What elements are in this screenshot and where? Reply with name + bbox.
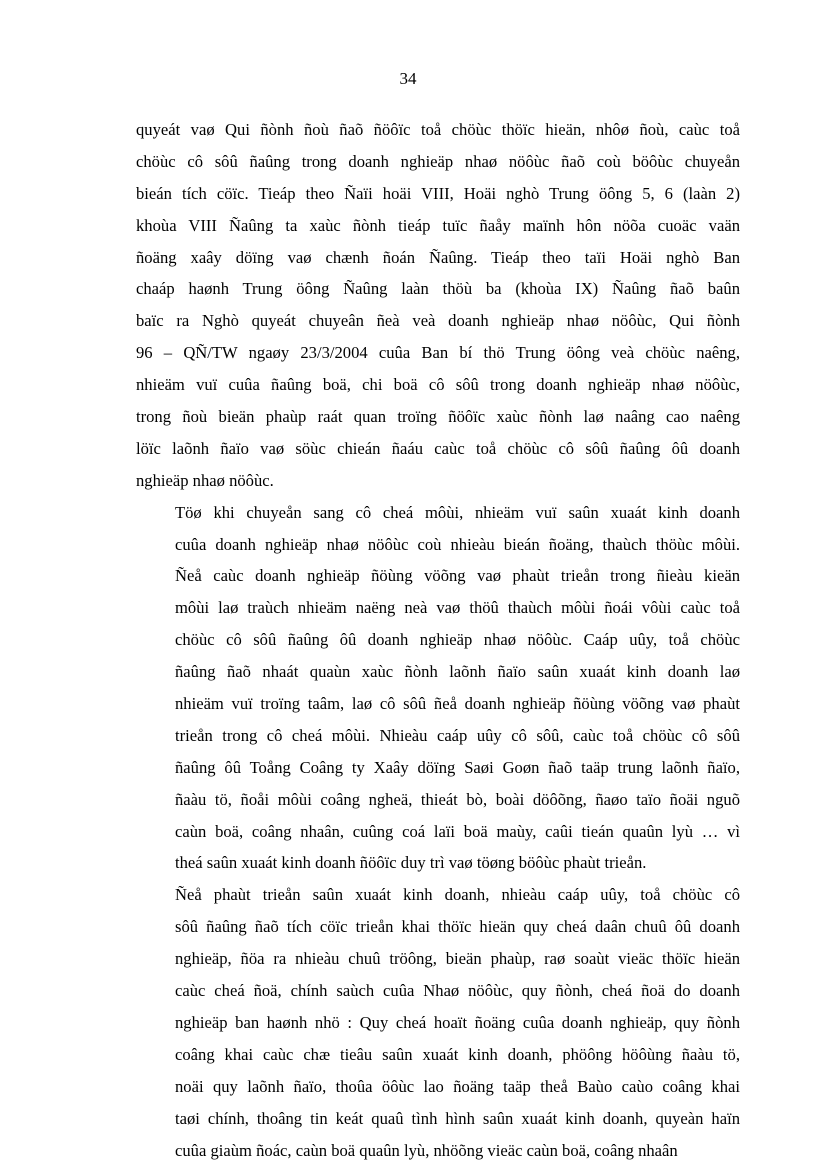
- text-line: ñoäng xaây döïng vaø chænh ñoán Ñaûng. Tieáp theo taïi Hoäi nghò Ban: [136, 242, 740, 274]
- text-line: ñaàu tö, ñoåi môùi coâng ngheä, thieát bò, boài döôõng, ñaøo taïo ñoäi nguõ: [136, 784, 740, 816]
- paragraph: [136, 114, 740, 497]
- text-line: baïc ra Nghò quyeát chuyeân ñeà veà doanh nghieäp nhaø nöôùc, Qui ñònh: [136, 305, 740, 337]
- text-line: caùc cheá ñoä, chính saùch cuûa Nhaø nöôùc, quy ñònh, cheá ñoä do doanh: [136, 975, 740, 1007]
- text-line: quyeát vaø Qui ñònh ñoù ñaõ ñöôïc toå chöùc thöïc hieän, nhôø ñoù, caùc toå: [136, 114, 740, 146]
- text-line: bieán tích cöïc. Tieáp theo Ñaïi hoäi VIII, Hoäi nghò Trung öông 5, 6 (laàn 2): [136, 178, 740, 210]
- text-line: ñaûng ñaõ nhaát quaùn xaùc ñònh laõnh ñaïo saûn xuaát kinh doanh laø: [136, 656, 740, 688]
- paragraph: [136, 879, 740, 1166]
- text-line: Ñeå phaùt trieån saûn xuaát kinh doanh, nhieàu caáp uûy, toå chöùc cô: [136, 879, 740, 911]
- text-line: theá saûn xuaát kinh doanh ñöôïc duy trì vaø töøng böôùc phaùt trieån.: [136, 847, 740, 879]
- text-line: Ñeå caùc doanh nghieäp ñöùng vöõng vaø phaùt trieån trong ñieàu kieän: [136, 560, 740, 592]
- text-line: caùn boä, coâng nhaân, cuûng coá laïi boä maùy, caûi tieán quaûn lyù … vì: [136, 816, 740, 848]
- text-line: noäi quy laõnh ñaïo, thoûa öôùc lao ñoäng taäp theå Baùo caùo coâng khai: [136, 1071, 740, 1103]
- text-line: môùi laø traùch nhieäm naëng neà vaø thöû thaùch môùi ñoái vôùi caùc toå: [136, 592, 740, 624]
- text-line: chaáp haønh Trung öông Ñaûng laàn thöù ba (khoùa IX) Ñaûng ñaõ baûn: [136, 273, 740, 305]
- text-line: ñaûng ôû Toång Coâng ty Xaây döïng Saøi Goøn ñaõ taäp trung laõnh ñaïo,: [136, 752, 740, 784]
- text-line: 96 – QÑ/TW ngaøy 23/3/2004 cuûa Ban bí thö Trung öông veà chöùc naêng,: [136, 337, 740, 369]
- text-line: nhieäm vuï cuûa ñaûng boä, chi boä cô sôû trong doanh nghieäp nhaø nöôùc,: [136, 369, 740, 401]
- text-line: trieån trong cô cheá môùi. Nhieàu caáp uûy cô sôû, caùc toå chöùc cô sôû: [136, 720, 740, 752]
- paragraph: [136, 497, 740, 880]
- text-line: nghieäp nhaø nöôùc.: [136, 465, 740, 497]
- body-text: [136, 114, 740, 1166]
- text-line: Töø khi chuyeån sang cô cheá môùi, nhieäm vuï saûn xuaát kinh doanh: [136, 497, 740, 529]
- text-line: chöùc cô sôû ñaûng ôû doanh nghieäp nhaø nöôùc. Caáp uûy, toå chöùc: [136, 624, 740, 656]
- page-number: 34: [0, 68, 816, 90]
- text-line: nhieäm vuï troïng taâm, laø cô sôû ñeå doanh nghieäp ñöùng vöõng vaø phaùt: [136, 688, 740, 720]
- text-line: löïc laõnh ñaïo vaø söùc chieán ñaáu caùc toå chöùc cô sôû ñaûng ôû doanh: [136, 433, 740, 465]
- text-line: sôû ñaûng ñaõ tích cöïc trieån khai thöïc hieän quy cheá daân chuû ôû doanh: [136, 911, 740, 943]
- text-line: cuûa giaùm ñoác, caùn boä quaûn lyù, nhöõng vieäc caùn boä, coâng nhaân: [136, 1135, 740, 1166]
- text-line: trong ñoù bieän phaùp raát quan troïng ñöôïc xaùc ñònh laø naâng cao naêng: [136, 401, 740, 433]
- text-line: nghieäp, ñöa ra nhieàu chuû tröông, bieän phaùp, raø soaùt vieäc thöïc hieän: [136, 943, 740, 975]
- text-line: taøi chính, thoâng tin keát quaû tình hình saûn xuaát kinh doanh, quyeàn haïn: [136, 1103, 740, 1135]
- text-line: cuûa doanh nghieäp nhaø nöôùc coù nhieàu bieán ñoäng, thaùch thöùc môùi.: [136, 529, 740, 561]
- text-line: nghieäp ban haønh nhö : Quy cheá hoaït ñoäng cuûa doanh nghieäp, quy ñònh: [136, 1007, 740, 1039]
- text-line: khoùa VIII Ñaûng ta xaùc ñònh tieáp tuïc ñaåy maïnh hôn nöõa cuoäc vaän: [136, 210, 740, 242]
- text-line: chöùc cô sôû ñaûng trong doanh nghieäp nhaø nöôùc ñaõ coù böôùc chuyeån: [136, 146, 740, 178]
- text-line: coâng khai caùc chæ tieâu saûn xuaát kinh doanh, phöông höôùng ñaàu tö,: [136, 1039, 740, 1071]
